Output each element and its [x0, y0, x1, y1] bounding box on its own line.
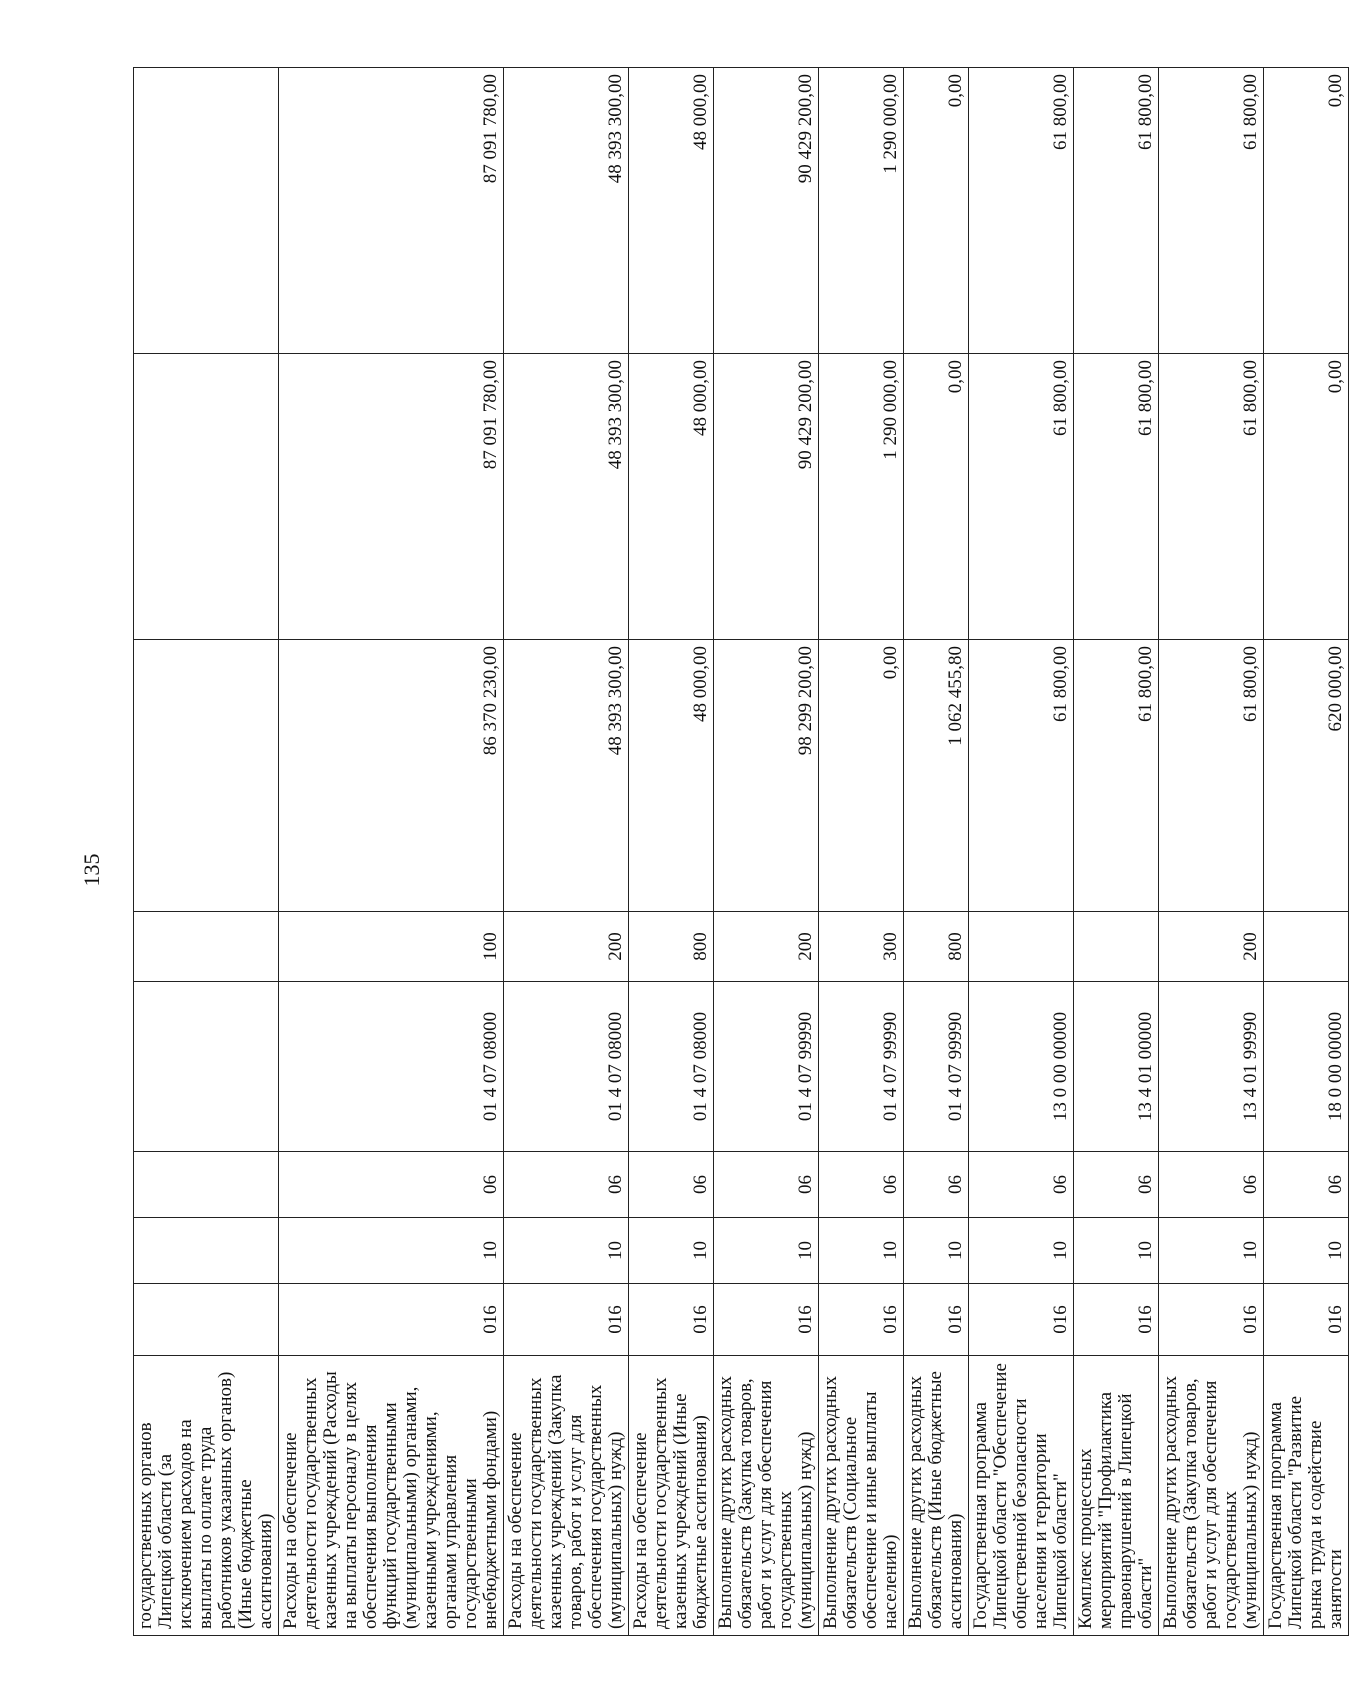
- cell-value-3: [134, 68, 279, 354]
- cell-value-2: 61 800,00: [969, 354, 1074, 640]
- cell-name: Государственная программа Липецкой области "Развитие рынка труда и содействие занятости: [1264, 1356, 1349, 1636]
- cell-rz: 10: [969, 1218, 1074, 1284]
- table-row: [969, 68, 1074, 1636]
- table-row: [1074, 68, 1159, 1636]
- cell-rz: 10: [504, 1218, 629, 1284]
- cell-vr: [134, 912, 279, 982]
- cell-csr: 01 4 07 08000: [279, 982, 504, 1152]
- cell-pr: 06: [504, 1152, 629, 1218]
- cell-value-2: 61 800,00: [1159, 354, 1264, 640]
- cell-grbs: 016: [714, 1284, 819, 1356]
- cell-grbs: 016: [819, 1284, 904, 1356]
- cell-rz: 10: [904, 1218, 969, 1284]
- table-row: [504, 68, 629, 1636]
- page-number: 135: [79, 853, 104, 887]
- cell-name: Расходы на обеспечение деятельности государственных казенных учреждений (Иные бюджетные ассигнования): [629, 1356, 714, 1636]
- cell-value-2: 48 393 300,00: [504, 354, 629, 640]
- cell-value-1: 1 062 455,80: [904, 640, 969, 912]
- cell-value-3: 1 290 000,00: [819, 68, 904, 354]
- cell-value-2: [134, 354, 279, 640]
- cell-pr: 06: [1159, 1152, 1264, 1218]
- table-row: [629, 68, 714, 1636]
- cell-name: Выполнение других расходных обязательств (Закупка товаров, работ и услуг для обеспечения государственных (муниципальных) нужд): [714, 1356, 819, 1636]
- cell-value-3: 87 091 780,00: [279, 68, 504, 354]
- cell-grbs: 016: [1264, 1284, 1349, 1356]
- cell-value-3: 48 000,00: [629, 68, 714, 354]
- cell-value-3: 0,00: [904, 68, 969, 354]
- cell-csr: 13 4 01 00000: [1074, 982, 1159, 1152]
- cell-value-1: 86 370 230,00: [279, 640, 504, 912]
- cell-value-1: 98 299 200,00: [714, 640, 819, 912]
- cell-pr: 06: [1264, 1152, 1349, 1218]
- cell-name: Выполнение других расходных обязательств (Социальное обеспечение и иные выплаты населению): [819, 1356, 904, 1636]
- cell-vr: [969, 912, 1074, 982]
- cell-vr: 800: [904, 912, 969, 982]
- cell-pr: 06: [969, 1152, 1074, 1218]
- cell-grbs: 016: [629, 1284, 714, 1356]
- cell-value-1: [134, 640, 279, 912]
- cell-grbs: 016: [1074, 1284, 1159, 1356]
- cell-csr: 13 0 00 00000: [969, 982, 1074, 1152]
- cell-grbs: 016: [904, 1284, 969, 1356]
- cell-value-1: 0,00: [819, 640, 904, 912]
- cell-csr: 01 4 07 99990: [904, 982, 969, 1152]
- cell-pr: [134, 1152, 279, 1218]
- cell-csr: 01 4 07 08000: [504, 982, 629, 1152]
- cell-value-3: 61 800,00: [969, 68, 1074, 354]
- cell-value-2: 61 800,00: [1074, 354, 1159, 640]
- table-row: [714, 68, 819, 1636]
- cell-value-1: 61 800,00: [1074, 640, 1159, 912]
- cell-name: государственных органов Липецкой области (за исключением расходов на выплаты по оплате труда работников указанных органов) (Иные бюджетные ассигнования): [134, 1356, 279, 1636]
- cell-value-1: 48 000,00: [629, 640, 714, 912]
- cell-name: Комплекс процессных мероприятий "Профилактика правонарушений в Липецкой области": [1074, 1356, 1159, 1636]
- budget-table-frame: [133, 68, 1346, 1636]
- table-row: [1159, 68, 1264, 1636]
- cell-grbs: 016: [1159, 1284, 1264, 1356]
- cell-grbs: 016: [969, 1284, 1074, 1356]
- cell-pr: 06: [904, 1152, 969, 1218]
- cell-rz: 10: [1074, 1218, 1159, 1284]
- table-row: [279, 68, 504, 1636]
- cell-vr: 200: [714, 912, 819, 982]
- budget-table: [133, 67, 1349, 1636]
- cell-value-3: 90 429 200,00: [714, 68, 819, 354]
- cell-value-2: 0,00: [904, 354, 969, 640]
- cell-name: Расходы на обеспечение деятельности государственных казенных учреждений (Закупка товаров, работ и услуг для обеспечения государственных (муниципальных) нужд): [504, 1356, 629, 1636]
- cell-pr: 06: [1074, 1152, 1159, 1218]
- cell-value-3: 61 800,00: [1159, 68, 1264, 354]
- cell-value-1: 61 800,00: [1159, 640, 1264, 912]
- cell-csr: 01 4 07 99990: [819, 982, 904, 1152]
- cell-name: Государственная программа Липецкой области "Обеспечение общественной безопасности населения и территории Липецкой области": [969, 1356, 1074, 1636]
- cell-vr: 800: [629, 912, 714, 982]
- cell-csr: [134, 982, 279, 1152]
- cell-pr: 06: [819, 1152, 904, 1218]
- cell-name: Выполнение других расходных обязательств (Иные бюджетные ассигнования): [904, 1356, 969, 1636]
- cell-value-2: 1 290 000,00: [819, 354, 904, 640]
- cell-rz: 10: [629, 1218, 714, 1284]
- cell-value-1: 620 000,00: [1264, 640, 1349, 912]
- cell-vr: [1074, 912, 1159, 982]
- cell-vr: [1264, 912, 1349, 982]
- table-row: [1264, 68, 1349, 1636]
- cell-csr: 18 0 00 00000: [1264, 982, 1349, 1152]
- table-row: [134, 68, 279, 1636]
- cell-vr: 300: [819, 912, 904, 982]
- cell-value-1: 48 393 300,00: [504, 640, 629, 912]
- cell-name: Выполнение других расходных обязательств (Закупка товаров, работ и услуг для обеспечения государственных (муниципальных) нужд): [1159, 1356, 1264, 1636]
- cell-rz: 10: [279, 1218, 504, 1284]
- cell-value-3: 61 800,00: [1074, 68, 1159, 354]
- cell-vr: 200: [1159, 912, 1264, 982]
- cell-csr: 13 4 01 99990: [1159, 982, 1264, 1152]
- cell-name: Расходы на обеспечение деятельности государственных казенных учреждений (Расходы на выплаты персоналу в целях обеспечения выполнения функций государственными (муниципальными) органами, казенными учреждениями, органами управления государственными внебюджетными фондами): [279, 1356, 504, 1636]
- cell-pr: 06: [629, 1152, 714, 1218]
- cell-value-3: 0,00: [1264, 68, 1349, 354]
- cell-vr: 100: [279, 912, 504, 982]
- cell-csr: 01 4 07 08000: [629, 982, 714, 1152]
- cell-grbs: 016: [279, 1284, 504, 1356]
- cell-vr: 200: [504, 912, 629, 982]
- cell-rz: [134, 1218, 279, 1284]
- cell-value-2: 90 429 200,00: [714, 354, 819, 640]
- cell-rz: 10: [714, 1218, 819, 1284]
- table-row: [904, 68, 969, 1636]
- budget-table-rotated: [133, 68, 1346, 1636]
- cell-value-1: 61 800,00: [969, 640, 1074, 912]
- cell-csr: 01 4 07 99990: [714, 982, 819, 1152]
- cell-value-3: 48 393 300,00: [504, 68, 629, 354]
- cell-pr: 06: [279, 1152, 504, 1218]
- table-row: [819, 68, 904, 1636]
- cell-value-2: 48 000,00: [629, 354, 714, 640]
- page-number-area: [72, 830, 112, 910]
- cell-grbs: [134, 1284, 279, 1356]
- cell-grbs: 016: [504, 1284, 629, 1356]
- cell-pr: 06: [714, 1152, 819, 1218]
- cell-value-2: 87 091 780,00: [279, 354, 504, 640]
- cell-rz: 10: [1264, 1218, 1349, 1284]
- cell-rz: 10: [819, 1218, 904, 1284]
- cell-rz: 10: [1159, 1218, 1264, 1284]
- cell-value-2: 0,00: [1264, 354, 1349, 640]
